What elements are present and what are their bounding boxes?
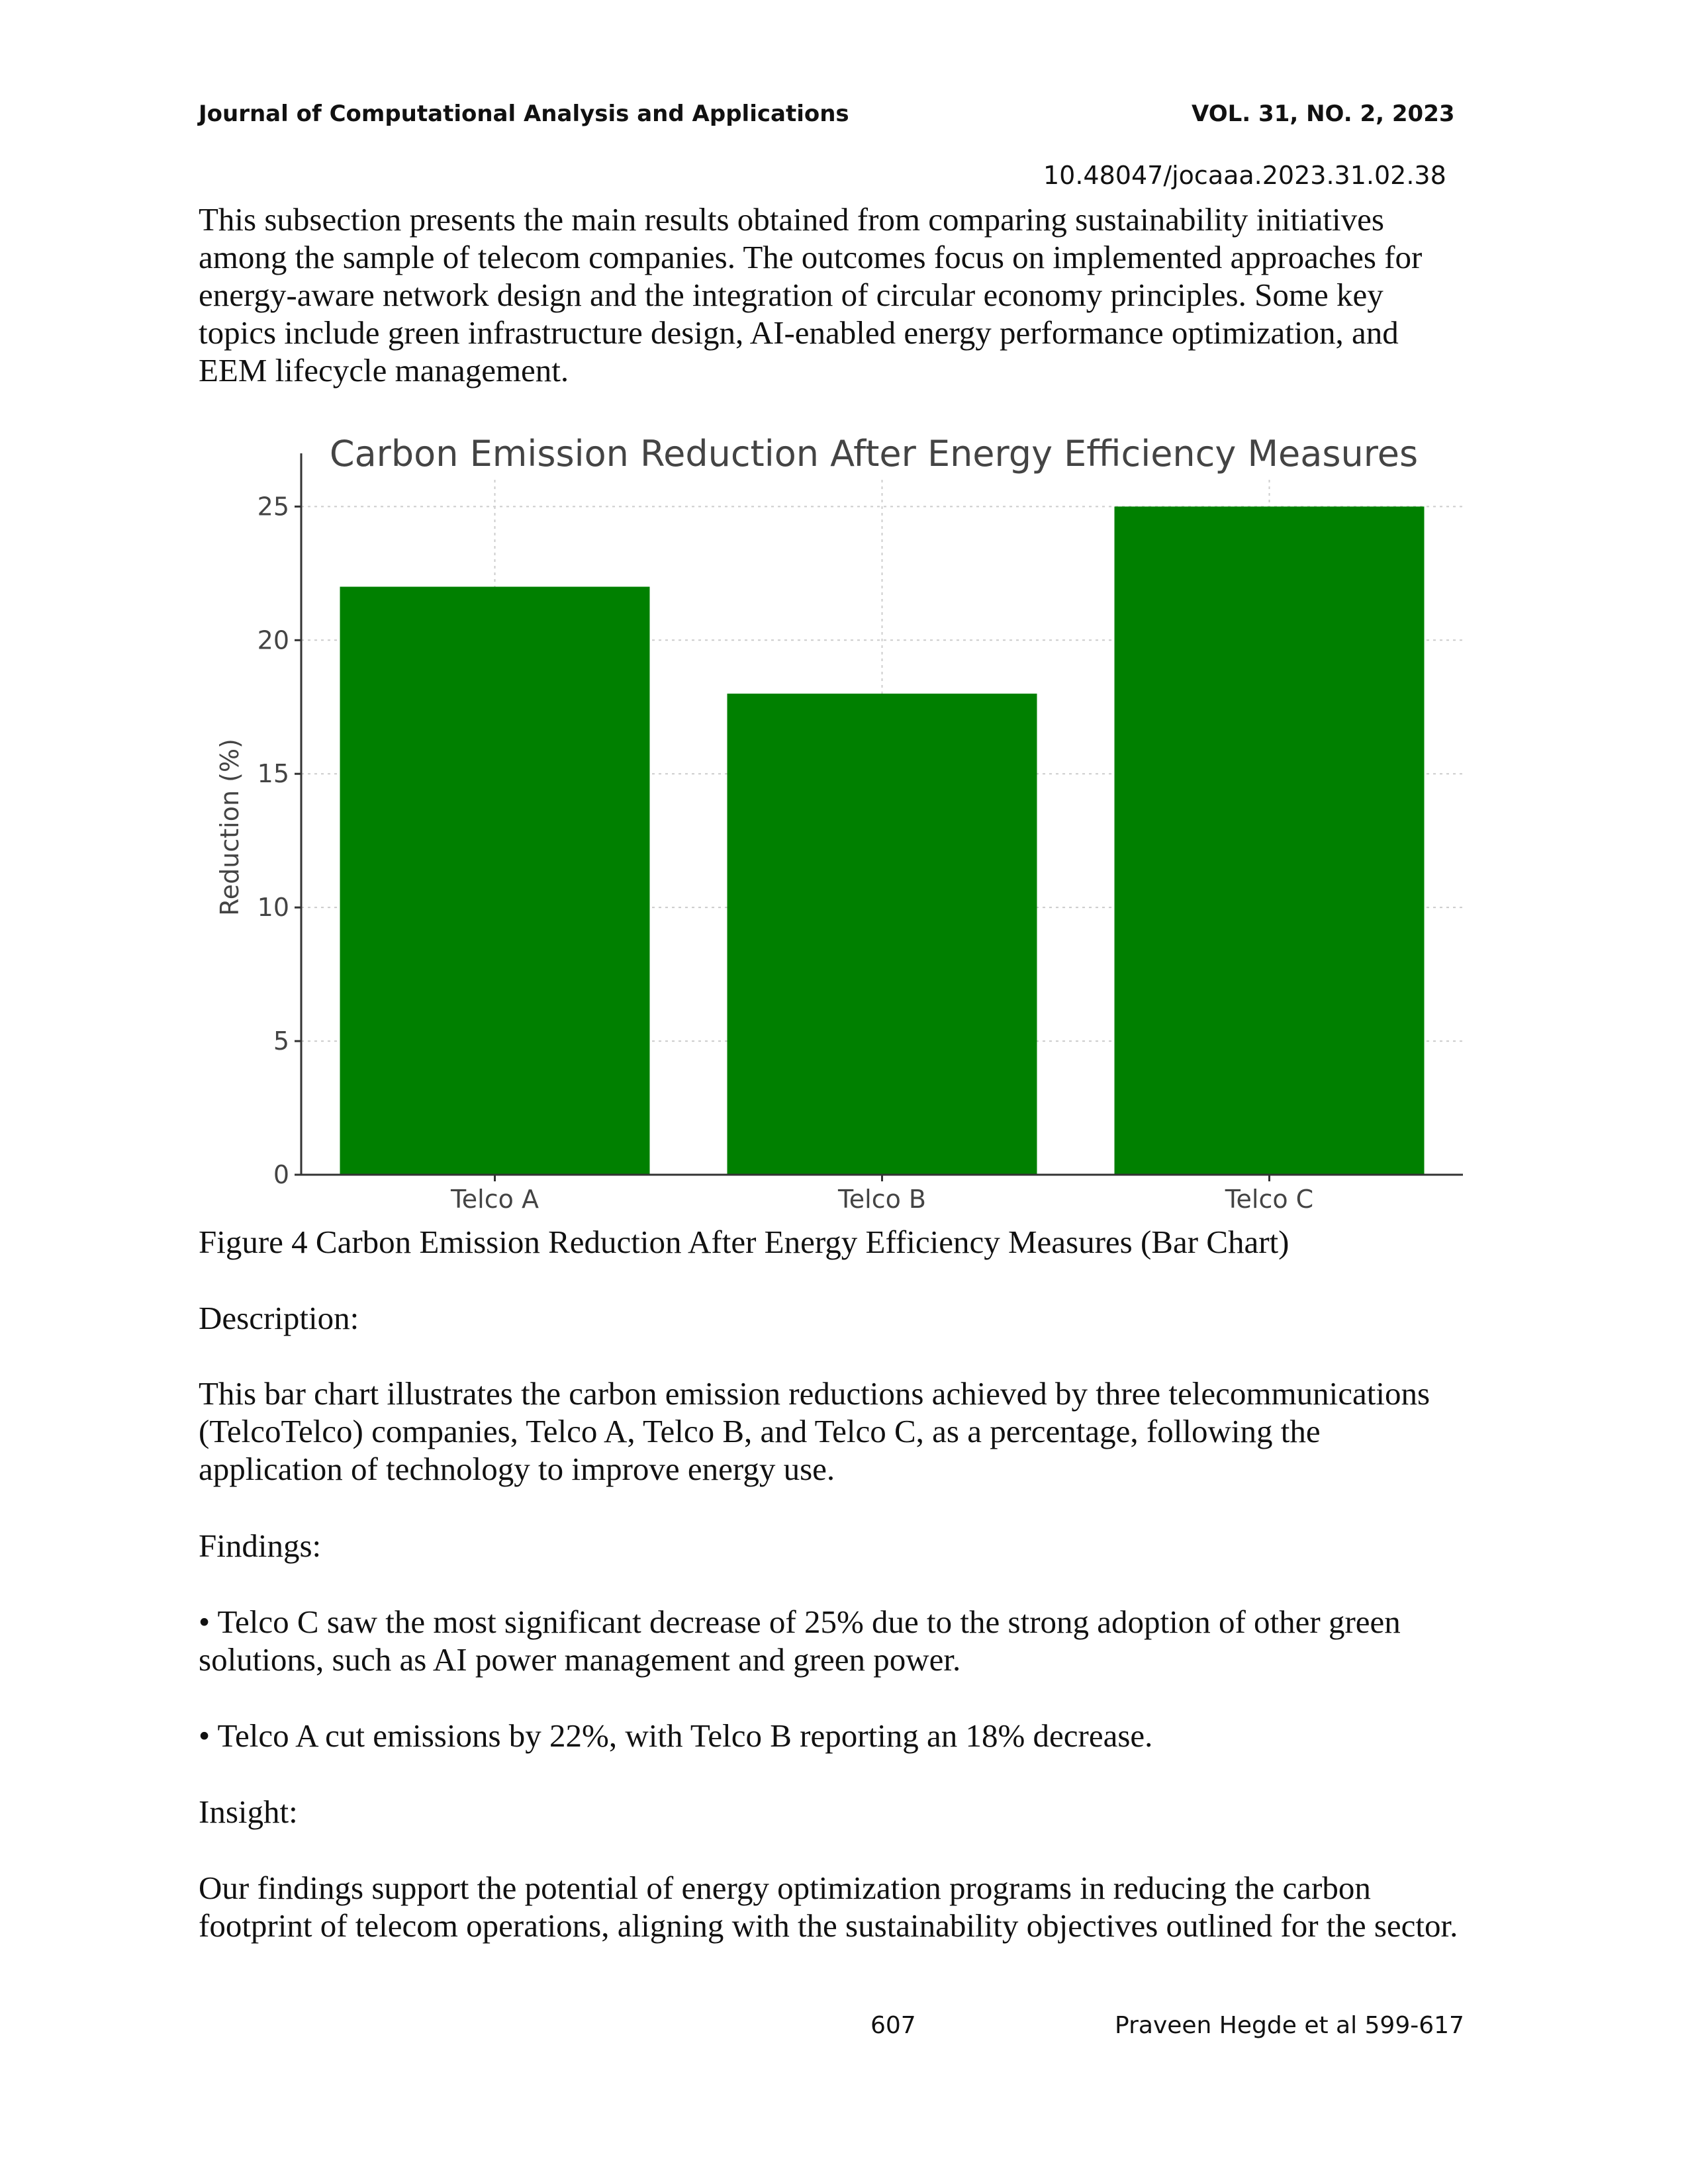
- y-tick-label: 0: [273, 1160, 289, 1189]
- volume-info: VOL. 31, NO. 2, 2023: [1192, 101, 1455, 127]
- page-number: 607: [870, 2012, 916, 2039]
- y-tick-label: 10: [257, 893, 289, 923]
- text-line: • Telco C saw the most significant decrease of 25% due to the strong adoption of other green: [199, 1604, 1401, 1640]
- text-line: energy-aware network design and the integration of circular economy principles. Some key: [199, 277, 1383, 313]
- x-tick-label: Telco C: [1225, 1185, 1314, 1214]
- findings-item-1: [199, 1603, 1496, 1678]
- description-heading: Description:: [199, 1300, 359, 1336]
- text-line: This bar chart illustrates the carbon emission reductions achieved by three telecommunications: [199, 1375, 1430, 1412]
- x-tick-label: Telco A: [451, 1185, 539, 1214]
- text-line: topics include green infrastructure design, AI-enabled energy performance optimization, and: [199, 314, 1399, 351]
- x-tick-label: Telco B: [838, 1185, 926, 1214]
- text-line: footprint of telecom operations, aligning with the sustainability objectives outlined for the sector.: [199, 1907, 1458, 1944]
- insight-paragraph: [199, 1869, 1496, 1944]
- y-axis-label: Reduction (%): [215, 739, 244, 916]
- intro-paragraph: [199, 201, 1496, 389]
- y-tick-label: 20: [257, 625, 289, 655]
- text-line: This subsection presents the main results obtained from comparing sustainability initiatives: [199, 201, 1384, 238]
- text-line: Our findings support the potential of energy optimization programs in reducing the carbon: [199, 1870, 1371, 1906]
- findings-item-2: • Telco A cut emissions by 22%, with Telco B reporting an 18% decrease.: [199, 1717, 1153, 1754]
- text-line: EEM lifecycle management.: [199, 352, 569, 388]
- doi: 10.48047/jocaaa.2023.31.02.38: [1043, 161, 1446, 190]
- bar: [340, 587, 650, 1175]
- y-tick-label: 15: [257, 759, 289, 789]
- bar-chart: [199, 424, 1470, 1218]
- text-line: (TelcoTelco) companies, Telco A, Telco B, and Telco C, as a percentage, following the: [199, 1413, 1321, 1449]
- y-tick-label: 5: [273, 1026, 289, 1056]
- journal-title: Journal of Computational Analysis and Applications: [199, 101, 849, 127]
- bar: [727, 694, 1037, 1175]
- chart-title: Carbon Emission Reduction After Energy Efficiency Measures: [329, 433, 1419, 475]
- findings-heading: Findings:: [199, 1527, 322, 1564]
- description-paragraph: [199, 1375, 1496, 1488]
- footer-author: Praveen Hegde et al 599-617: [1115, 2012, 1464, 2039]
- text-line: solutions, such as AI power management and green power.: [199, 1641, 961, 1678]
- text-line: application of technology to improve energy use.: [199, 1451, 835, 1487]
- text-line: among the sample of telecom companies. The outcomes focus on implemented approaches for: [199, 239, 1423, 275]
- bar: [1115, 506, 1425, 1175]
- insight-heading: Insight:: [199, 1794, 298, 1830]
- figure-caption: Figure 4 Carbon Emission Reduction After Energy Efficiency Measures (Bar Chart): [199, 1224, 1289, 1260]
- y-tick-label: 25: [257, 492, 289, 522]
